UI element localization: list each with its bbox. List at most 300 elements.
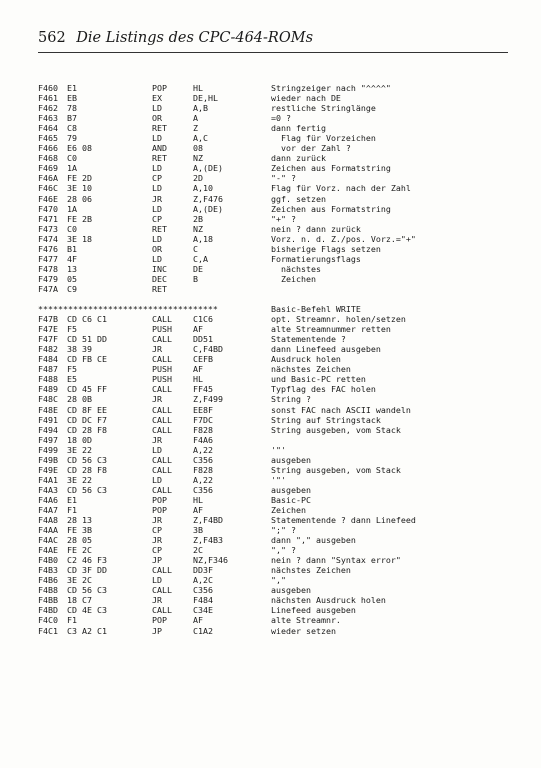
address: F470: [38, 203, 58, 214]
mnemonic: JP: [152, 625, 162, 636]
comment: "-" ?: [271, 173, 296, 184]
opcode-bytes: FE 2C: [67, 545, 92, 556]
address: F468: [38, 153, 58, 164]
comment: "," ?: [271, 545, 296, 556]
operand: DE: [193, 263, 203, 274]
listing-block-top: [38, 83, 416, 294]
mnemonic: CALL: [152, 384, 172, 395]
comment: Linefeed ausgeben: [271, 605, 356, 616]
operand: NZ: [193, 153, 203, 164]
opcode-bytes: 4F: [67, 253, 77, 264]
operand: AF: [193, 324, 203, 335]
address: F471: [38, 213, 58, 224]
comment: nächstes Zeichen: [271, 565, 351, 576]
operand: HL: [193, 374, 203, 385]
listing-line: [38, 203, 391, 214]
listing-line: [38, 83, 391, 93]
mnemonic: CALL: [152, 565, 172, 576]
listing-line: [38, 615, 341, 626]
mnemonic: JR: [152, 193, 162, 204]
comment: ";" ?: [271, 525, 296, 536]
address: F494: [38, 424, 58, 435]
opcode-bytes: CD C6 C1: [67, 314, 107, 325]
comment: restliche Stringlänge: [271, 103, 376, 114]
opcode-bytes: 18 C7: [67, 595, 92, 606]
opcode-bytes: 05: [67, 273, 77, 284]
operand: A,C: [193, 133, 208, 144]
address: F4B3: [38, 565, 58, 576]
opcode-bytes: CD 51 DD: [67, 334, 107, 345]
address: F465: [38, 133, 58, 144]
operand: F7DC: [193, 414, 213, 425]
assembly-listing: [38, 83, 416, 636]
opcode-bytes: CD FB CE: [67, 354, 107, 365]
listing-line: [38, 374, 366, 385]
address: F491: [38, 414, 58, 425]
mnemonic: LD: [152, 575, 162, 586]
address: F48C: [38, 394, 58, 405]
comment: String ausgeben, vom Stack: [271, 464, 401, 475]
opcode-bytes: CD 56 C3: [67, 484, 107, 495]
comment: '"': [271, 474, 286, 485]
address: F482: [38, 344, 58, 355]
listing-line: [38, 173, 296, 184]
address: F474: [38, 233, 58, 244]
operand: DE,HL: [193, 93, 218, 104]
opcode-bytes: CD 28 F8: [67, 424, 107, 435]
listing-line: [38, 344, 381, 355]
listing-line: [38, 384, 376, 395]
mnemonic: CALL: [152, 484, 172, 495]
mnemonic: LD: [152, 444, 162, 455]
listing-line: [38, 555, 401, 566]
mnemonic: JR: [152, 434, 162, 445]
mnemonic: CALL: [152, 354, 172, 365]
operand: 3B: [193, 525, 203, 536]
comment: ausgeben: [271, 454, 311, 465]
operand: C356: [193, 585, 213, 596]
address: F46E: [38, 193, 58, 204]
operand: Z,F499: [193, 394, 223, 405]
address: F4A1: [38, 474, 58, 485]
opcode-bytes: F1: [67, 615, 77, 626]
comment: nächstes: [271, 263, 321, 274]
address: F466: [38, 143, 58, 154]
operand: A,22: [193, 444, 213, 455]
comment: Zeichen: [271, 273, 316, 284]
listing-line: [38, 464, 401, 475]
listing-line: [38, 434, 213, 445]
comment: nein ? dann zurück: [271, 223, 361, 234]
address: F497: [38, 434, 58, 445]
mnemonic: RET: [152, 223, 167, 234]
mnemonic: RET: [152, 283, 167, 294]
mnemonic: CP: [152, 173, 162, 184]
address: F464: [38, 123, 58, 134]
opcode-bytes: C2 46 F3: [67, 555, 107, 566]
listing-line: [38, 263, 321, 274]
opcode-bytes: CD 56 C3: [67, 585, 107, 596]
comment: String ?: [271, 394, 311, 405]
opcode-bytes: B1: [67, 243, 77, 254]
comment: ggf. setzen: [271, 193, 326, 204]
mnemonic: RET: [152, 153, 167, 164]
listing-line: [38, 153, 326, 164]
opcode-bytes: CD DC F7: [67, 414, 107, 425]
address: F47F: [38, 334, 58, 345]
comment: Ausdruck holen: [271, 354, 341, 365]
opcode-bytes: C3 A2 C1: [67, 625, 107, 636]
listing-line: [38, 364, 351, 375]
operand: 2D: [193, 173, 203, 184]
opcode-bytes: FE 2B: [67, 213, 92, 224]
address: F489: [38, 384, 58, 395]
mnemonic: LD: [152, 203, 162, 214]
operand: C34E: [193, 605, 213, 616]
opcode-bytes: 13: [67, 263, 77, 274]
operand: 2B: [193, 213, 203, 224]
opcode-bytes: FE 2D: [67, 173, 92, 184]
address: F4AE: [38, 545, 58, 556]
operand: AF: [193, 504, 203, 515]
operand: CEFB: [193, 354, 213, 365]
operand: B: [193, 273, 198, 284]
address: F4BD: [38, 605, 58, 616]
comment: String ausgeben, vom Stack: [271, 424, 401, 435]
opcode-bytes: CD 8F EE: [67, 404, 107, 415]
opcode-bytes: 18 0D: [67, 434, 92, 445]
listing-line: [38, 103, 376, 114]
listing-line: [38, 545, 296, 556]
address: F4A6: [38, 494, 58, 505]
listing-line: [38, 213, 296, 224]
mnemonic: LD: [152, 474, 162, 485]
operand: F828: [193, 424, 213, 435]
operand: F484: [193, 595, 213, 606]
mnemonic: CALL: [152, 585, 172, 596]
opcode-bytes: C0: [67, 153, 77, 164]
mnemonic: CALL: [152, 314, 172, 325]
mnemonic: PUSH: [152, 364, 172, 375]
comment: =0 ?: [271, 113, 291, 124]
address: F48E: [38, 404, 58, 415]
comment: dann zurück: [271, 153, 326, 164]
opcode-bytes: 3E 10: [67, 183, 92, 194]
operand: NZ: [193, 223, 203, 234]
listing-line: [38, 243, 381, 254]
address: F477: [38, 253, 58, 264]
listing-line: [38, 223, 361, 234]
page-title: Die Listings des CPC-464-ROMs: [76, 30, 314, 46]
opcode-bytes: CD 3F DD: [67, 565, 107, 576]
mnemonic: LD: [152, 103, 162, 114]
comment: alte Streamnummer retten: [271, 324, 391, 335]
page-number: 562: [38, 30, 66, 46]
operand: EE8F: [193, 404, 213, 415]
opcode-bytes: C0: [67, 223, 77, 234]
operand: C1C6: [193, 314, 213, 325]
comment: '"': [271, 444, 286, 455]
address: F46A: [38, 173, 58, 184]
mnemonic: LD: [152, 133, 162, 144]
operand: C356: [193, 484, 213, 495]
operand: F828: [193, 464, 213, 475]
comment: dann "," ausgeben: [271, 535, 356, 546]
comment: opt. Streamnr. holen/setzen: [271, 314, 406, 325]
mnemonic: RET: [152, 123, 167, 134]
listing-line: [38, 314, 406, 325]
opcode-bytes: 3E 22: [67, 474, 92, 485]
section-stars: ************************************: [38, 304, 218, 315]
address: F488: [38, 374, 58, 385]
operand: C: [193, 243, 198, 254]
opcode-bytes: E1: [67, 494, 77, 505]
address: F47E: [38, 324, 58, 335]
comment: ausgeben: [271, 484, 311, 495]
comment: Typflag des FAC holen: [271, 384, 376, 395]
opcode-bytes: 3E 18: [67, 233, 92, 244]
listing-line: [38, 273, 316, 284]
comment: nächsten Ausdruck holen: [271, 595, 386, 606]
listing-line: [38, 163, 391, 174]
operand: A,(DE): [193, 203, 223, 214]
comment: Basic-PC: [271, 494, 311, 505]
comment: Zeichen aus Formatstring: [271, 163, 391, 174]
address: F4B6: [38, 575, 58, 586]
comment: alte Streamnr.: [271, 615, 341, 626]
comment: String auf Stringstack: [271, 414, 381, 425]
listing-line: [38, 404, 411, 415]
listing-line: [38, 484, 311, 495]
mnemonic: JR: [152, 595, 162, 606]
mnemonic: CALL: [152, 424, 172, 435]
address: F4AA: [38, 525, 58, 536]
mnemonic: POP: [152, 615, 167, 626]
operand: A,18: [193, 233, 213, 244]
address: F4B8: [38, 585, 58, 596]
operand: DD51: [193, 334, 213, 345]
listing-line: [38, 575, 286, 586]
operand: A,(DE): [193, 163, 223, 174]
address: F473: [38, 223, 58, 234]
opcode-bytes: 28 0B: [67, 394, 92, 405]
operand: A,2C: [193, 575, 213, 586]
address: F461: [38, 93, 58, 104]
opcode-bytes: B7: [67, 113, 77, 124]
comment: nein ? dann "Syntax error": [271, 555, 401, 566]
operand: Z: [193, 123, 198, 134]
comment: und Basic-PC retten: [271, 374, 366, 385]
address: F478: [38, 263, 58, 274]
operand: A: [193, 113, 198, 124]
operand: A,22: [193, 474, 213, 485]
opcode-bytes: F5: [67, 364, 77, 375]
listing-line: [38, 334, 346, 345]
mnemonic: POP: [152, 494, 167, 505]
mnemonic: CP: [152, 545, 162, 556]
opcode-bytes: 1A: [67, 163, 77, 174]
operand: C356: [193, 454, 213, 465]
opcode-bytes: 79: [67, 133, 77, 144]
comment: wieder setzen: [271, 625, 336, 636]
listing-line: [38, 535, 356, 546]
operand: Z,F476: [193, 193, 223, 204]
operand: HL: [193, 83, 203, 93]
opcode-bytes: 38 39: [67, 344, 92, 355]
mnemonic: POP: [152, 83, 167, 93]
address: F476: [38, 243, 58, 254]
listing-line: [38, 414, 381, 425]
address: F4A7: [38, 504, 58, 515]
operand: Z,F4BD: [193, 515, 223, 526]
listing-line: [38, 474, 286, 485]
comment: dann Linefeed ausgeben: [271, 344, 381, 355]
opcode-bytes: E5: [67, 374, 77, 385]
listing-line: [38, 253, 361, 264]
comment: ausgeben: [271, 585, 311, 596]
operand: NZ,F346: [193, 555, 228, 566]
address: F4A3: [38, 484, 58, 495]
mnemonic: CP: [152, 213, 162, 224]
operand: C1A2: [193, 625, 213, 636]
operand: F4A6: [193, 434, 213, 445]
address: F49B: [38, 454, 58, 465]
listing-line: [38, 394, 311, 405]
opcode-bytes: CD 45 FF: [67, 384, 107, 395]
comment: Zeichen: [271, 504, 306, 515]
mnemonic: JP: [152, 555, 162, 566]
listing-line: [38, 595, 386, 606]
listing-line: [38, 93, 341, 104]
mnemonic: OR: [152, 113, 162, 124]
address: F484: [38, 354, 58, 365]
opcode-bytes: C8: [67, 123, 77, 134]
mnemonic: LD: [152, 183, 162, 194]
opcode-bytes: 28 06: [67, 193, 92, 204]
opcode-bytes: CD 4E C3: [67, 605, 107, 616]
mnemonic: LD: [152, 253, 162, 264]
comment: wieder nach DE: [271, 93, 341, 104]
opcode-bytes: 1A: [67, 203, 77, 214]
listing-line: [38, 193, 326, 204]
comment: Flag für Vorz. nach der Zahl: [271, 183, 411, 194]
mnemonic: CALL: [152, 414, 172, 425]
header-rule: [38, 52, 508, 53]
page-header: [38, 30, 313, 46]
address: F479: [38, 273, 58, 284]
operand: HL: [193, 494, 203, 505]
listing-line: [38, 504, 306, 515]
comment: bisherige Flags setzen: [271, 243, 381, 254]
address: F4C0: [38, 615, 58, 626]
listing-line: [38, 424, 401, 435]
address: F46C: [38, 183, 58, 194]
address: F4A8: [38, 515, 58, 526]
section-header-row: [38, 304, 361, 315]
opcode-bytes: F5: [67, 324, 77, 335]
comment: dann fertig: [271, 123, 326, 134]
address: F487: [38, 364, 58, 375]
operand: AF: [193, 615, 203, 626]
address: F47B: [38, 314, 58, 325]
listing-line: [38, 283, 167, 294]
address: F499: [38, 444, 58, 455]
listing-line: [38, 444, 286, 455]
opcode-bytes: FE 3B: [67, 525, 92, 536]
opcode-bytes: C9: [67, 283, 77, 294]
mnemonic: AND: [152, 143, 167, 154]
listing-line: [38, 565, 351, 576]
mnemonic: CALL: [152, 605, 172, 616]
comment: Statementende ?: [271, 334, 346, 345]
opcode-bytes: CD 28 F8: [67, 464, 107, 475]
listing-line: [38, 585, 311, 596]
mnemonic: PUSH: [152, 374, 172, 385]
mnemonic: POP: [152, 504, 167, 515]
listing-line: [38, 515, 416, 526]
mnemonic: INC: [152, 263, 167, 274]
listing-line: [38, 354, 341, 365]
blank-line: [38, 294, 58, 304]
address: F49E: [38, 464, 58, 475]
comment: ",": [271, 575, 286, 586]
address: F4C1: [38, 625, 58, 636]
listing-line: [38, 233, 416, 244]
mnemonic: LD: [152, 233, 162, 244]
operand: DD3F: [193, 565, 213, 576]
operand: A,10: [193, 183, 213, 194]
comment: Vorz. n. d. Z./pos. Vorz.="+": [271, 233, 416, 244]
comment: vor der Zahl ?: [271, 143, 351, 154]
mnemonic: LD: [152, 163, 162, 174]
operand: 08: [193, 143, 203, 154]
mnemonic: JR: [152, 394, 162, 405]
address: F4AC: [38, 535, 58, 546]
section-label: Basic-Befehl WRITE: [271, 304, 361, 315]
listing-line: [38, 143, 351, 154]
opcode-bytes: 3E 2C: [67, 575, 92, 586]
opcode-bytes: 3E 22: [67, 444, 92, 455]
comment: Flag für Vorzeichen: [271, 133, 376, 144]
opcode-bytes: 78: [67, 103, 77, 114]
opcode-bytes: E1: [67, 83, 77, 93]
mnemonic: OR: [152, 243, 162, 254]
listing-line: [38, 183, 411, 194]
listing-line: [38, 133, 376, 144]
operand: C,A: [193, 253, 208, 264]
operand: Z,F4B3: [193, 535, 223, 546]
listing-line: [38, 625, 336, 636]
opcode-bytes: 28 13: [67, 515, 92, 526]
mnemonic: CALL: [152, 464, 172, 475]
address: F463: [38, 113, 58, 124]
comment: nächstes Zeichen: [271, 364, 351, 375]
comment: "+" ?: [271, 213, 296, 224]
listing-line: [38, 123, 326, 134]
opcode-bytes: EB: [67, 93, 77, 104]
mnemonic: CALL: [152, 454, 172, 465]
operand: AF: [193, 364, 203, 375]
mnemonic: EX: [152, 93, 162, 104]
opcode-bytes: 28 05: [67, 535, 92, 546]
operand: C,F4BD: [193, 344, 223, 355]
address: F47A: [38, 283, 58, 294]
address: F4B0: [38, 555, 58, 566]
comment: Stringzeiger nach "^^^^": [271, 83, 391, 93]
listing-line: [38, 324, 391, 335]
mnemonic: JR: [152, 535, 162, 546]
mnemonic: PUSH: [152, 324, 172, 335]
